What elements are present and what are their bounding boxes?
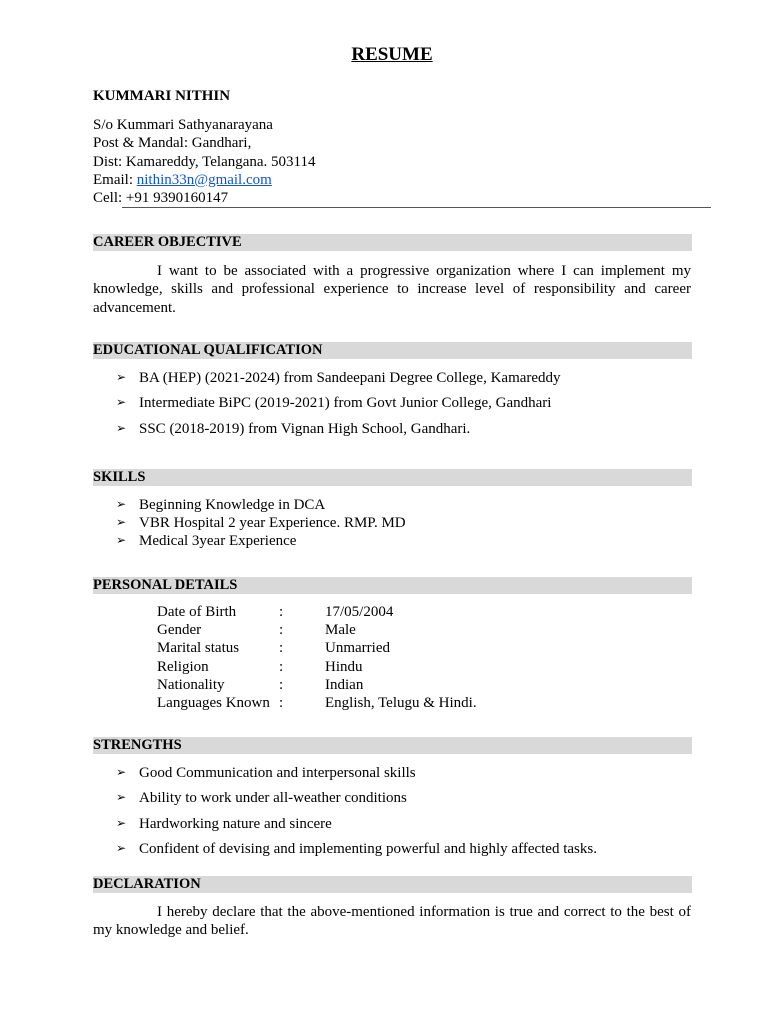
detail-row: Date of Birth : 17/05/2004 <box>157 604 394 620</box>
contact-line: Dist: Kamareddy, Telangana. 503114 <box>93 153 316 170</box>
detail-row: Religion : Hindu <box>157 658 363 675</box>
list-item: ➢ VBR Hospital 2 year Experience. RMP. MD <box>116 515 406 531</box>
detail-row: Languages Known : English, Telugu & Hindi. <box>157 695 477 712</box>
candidate-name: KUMMARI NITHIN <box>93 88 231 104</box>
list-item: ➢ Beginning Knowledge in DCA <box>116 497 326 513</box>
detail-row: Gender : Male <box>157 622 356 639</box>
arrow-bullet-icon: ➢ <box>116 765 127 779</box>
arrow-bullet-icon: ➢ <box>116 790 127 805</box>
section-heading-personal-details: PERSONAL DETAILS <box>93 577 692 594</box>
arrow-bullet-icon: ➢ <box>116 533 127 547</box>
education-list <box>116 370 561 446</box>
section-heading-education: EDUCATIONAL QUALIFICATION <box>93 342 692 359</box>
arrow-bullet-icon: ➢ <box>116 370 127 384</box>
section-heading-declaration: DECLARATION <box>93 876 692 893</box>
list-item: ➢ Medical 3year Experience <box>116 533 297 549</box>
page-title: RESUME <box>351 44 433 65</box>
list-item: ➢ BA (HEP) (2021-2024) from Sandeepani Degree College, Kamareddy <box>116 370 561 386</box>
arrow-bullet-icon: ➢ <box>116 420 127 435</box>
email-label: Email: <box>93 171 137 188</box>
list-item: ➢ SSC (2018-2019) from Vignan High School, Gandhari. <box>116 420 471 437</box>
skills-list <box>116 497 406 551</box>
arrow-bullet-icon: ➢ <box>116 515 127 529</box>
section-heading-career-objective: CAREER OBJECTIVE <box>93 234 692 251</box>
arrow-bullet-icon: ➢ <box>116 395 127 410</box>
section-heading-strengths: STRENGTHS <box>93 737 692 754</box>
arrow-bullet-icon: ➢ <box>116 815 127 830</box>
detail-row: Marital status : Unmarried <box>157 640 390 657</box>
career-objective-text: I want to be associated with a progressive organization where I can implement my knowledge, skills and professional experience to increase level of responsibility and career advancement. <box>93 263 691 316</box>
declaration-text: I hereby declare that the above-mentioned information is true and correct to the best of my knowledge and belief. <box>93 904 691 939</box>
strengths-list <box>116 765 597 866</box>
list-item: ➢ Intermediate BiPC (2019-2021) from Govt Junior College, Gandhari <box>116 395 552 412</box>
cell-line: Cell: +91 9390160147 <box>93 190 229 207</box>
arrow-bullet-icon: ➢ <box>116 497 127 511</box>
list-item: ➢ Hardworking nature and sincere <box>116 815 332 832</box>
list-item: ➢ Confident of devising and implementing powerful and highly affected tasks. <box>116 840 597 857</box>
personal-details-table <box>157 603 477 712</box>
email-link[interactable]: nithin33n@gmail.com <box>136 171 272 188</box>
list-item: ➢ Good Communication and interpersonal skills <box>116 765 416 781</box>
section-heading-skills: SKILLS <box>93 469 692 486</box>
list-item: ➢ Ability to work under all-weather conditions <box>116 790 407 807</box>
header-divider <box>122 207 711 208</box>
email-line <box>93 171 316 189</box>
detail-row: Nationality : Indian <box>157 676 364 693</box>
contact-line: S/o Kummari Sathyanarayana <box>93 117 273 133</box>
contact-block <box>93 116 316 207</box>
contact-line: Post & Mandal: Gandhari, <box>93 135 252 152</box>
arrow-bullet-icon: ➢ <box>116 840 127 855</box>
